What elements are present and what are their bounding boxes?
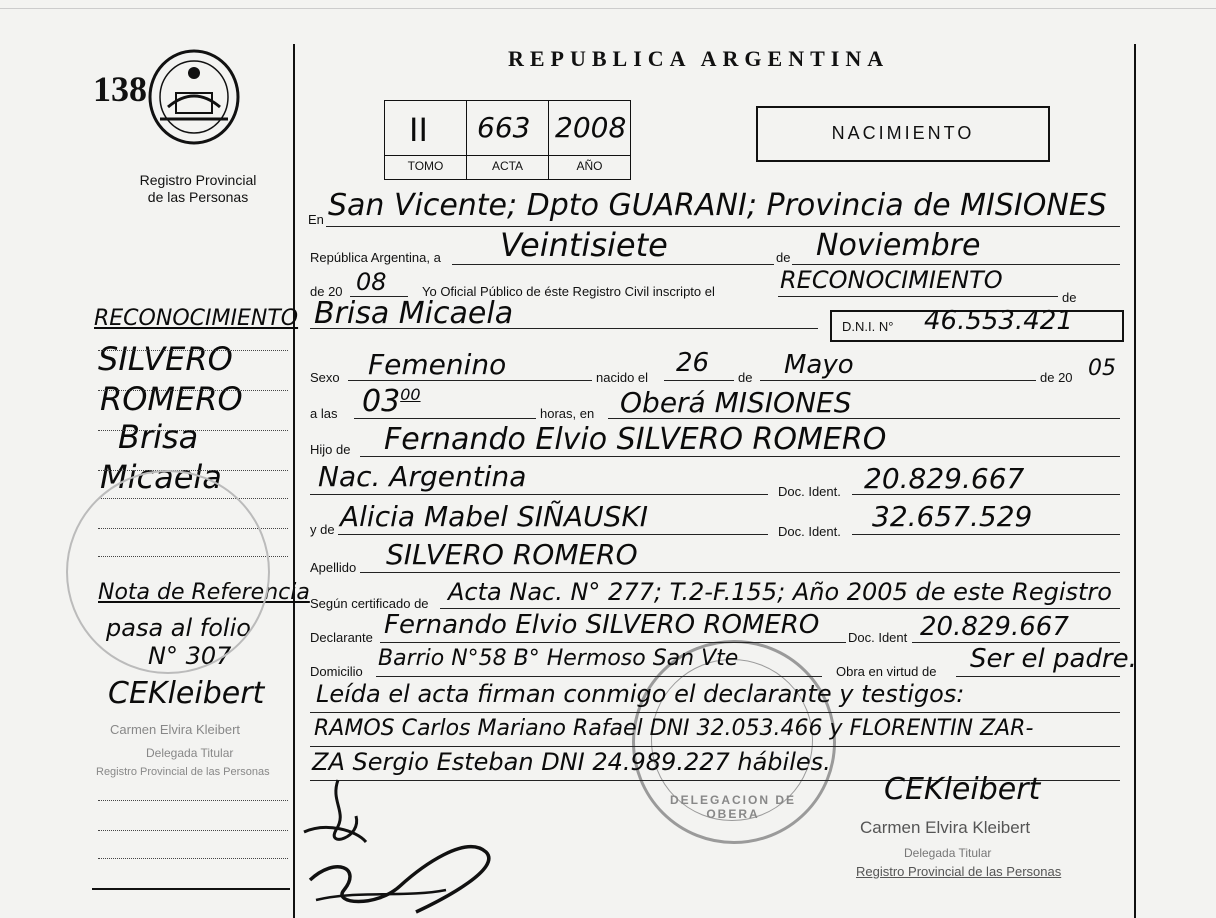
inscribed-value: RECONOCIMIENTO: [780, 266, 1003, 294]
year-suffix: 08: [356, 268, 387, 296]
acta-value: 663: [477, 111, 531, 144]
yde-label: y de: [310, 522, 335, 537]
record-box: [384, 100, 631, 180]
segun-rule: [440, 608, 1120, 609]
mother-doc: 32.657.529: [872, 500, 1033, 533]
declarante-doc-label: Doc. Ident: [848, 630, 908, 645]
domicilio-label: Domicilio: [310, 664, 363, 679]
dni-value: 46.553.421: [924, 306, 1073, 336]
inscribed-rule: [778, 296, 1058, 297]
margin-rule: [98, 470, 288, 471]
margin-ref2: pasa al folio: [106, 614, 251, 642]
witness2: RAMOS Carlos Mariano Rafael DNI 32.053.466 y FLORENTIN ZAR-: [314, 716, 1034, 741]
margin-line1: RECONOCIMIENTO: [94, 306, 299, 331]
de-label3: de: [738, 370, 753, 385]
margin-stamp-title: Delegada Titular: [146, 746, 234, 760]
republica-label: República Argentina, a: [310, 250, 441, 265]
hour-main: 03: [362, 384, 401, 419]
margin-rule: [98, 390, 288, 391]
mother-rule: [338, 534, 768, 535]
declarante-rule: [380, 642, 846, 643]
registry-line2: de las Personas: [147, 189, 249, 205]
alas-label: a las: [310, 406, 338, 421]
margin-line5: Micaela: [100, 458, 222, 496]
margin-rule: [98, 830, 288, 831]
apellido-rule: [360, 572, 1120, 573]
en-label: En: [308, 212, 324, 227]
margin-signature: CEKleibert: [108, 676, 265, 711]
anio-value: 2008: [555, 111, 627, 144]
margin-rule: [98, 350, 288, 351]
birth-year-suffix: 05: [1088, 356, 1116, 381]
witness-signatures-icon: [296, 772, 526, 918]
segun-label: Según certificado de: [310, 596, 429, 611]
left-seal: [66, 470, 270, 674]
month-rule: [792, 264, 1120, 265]
obra-rule: [956, 676, 1120, 677]
month-words: Noviembre: [816, 228, 981, 263]
sexo-value: Femenino: [368, 348, 507, 381]
en-rule: [326, 226, 1120, 227]
margin-stamp-office: Registro Provincial de las Personas: [96, 766, 270, 778]
birth-month: Mayo: [784, 350, 854, 380]
margin-ref3: N° 307: [148, 642, 232, 670]
hour-sup: 00: [400, 385, 421, 404]
margin-ref1: Nota de Referencia: [98, 580, 310, 605]
doc-type-label: NACIMIENTO: [831, 123, 975, 143]
officer-stamp-office: Registro Provincial de las Personas: [856, 864, 1062, 879]
de-label2: de: [1062, 290, 1077, 305]
margin-stamp-name: Carmen Elvira Kleibert: [110, 722, 241, 737]
nat-rule: [310, 494, 768, 495]
margin-line4: Brisa: [118, 418, 199, 456]
officer-text: Yo Oficial Público de éste Registro Civil inscripto el: [422, 284, 715, 299]
witness-rule1: [310, 712, 1120, 713]
declarante-label: Declarante: [310, 630, 373, 645]
birth-month-rule: [760, 380, 1036, 381]
officer-stamp-title: Delegada Titular: [904, 846, 992, 860]
hour-value: [362, 384, 421, 419]
officer-signature: CEKleibert: [884, 772, 1041, 807]
day-rule: [452, 264, 774, 265]
hijo-label: Hijo de: [310, 442, 351, 457]
birth-day-rule: [664, 380, 734, 381]
year-prefix: de 20: [310, 284, 343, 299]
top-margin-line: [0, 8, 1216, 9]
doc-ident-label2: Doc. Ident.: [778, 524, 841, 539]
registry-line1: Registro Provincial: [139, 172, 257, 188]
birth-place: Oberá MISIONES: [620, 386, 852, 419]
declarante-value: Fernando Elvio SILVERO ROMERO: [384, 610, 820, 640]
horas-label: horas, en: [540, 406, 595, 421]
mother-name: Alicia Mabel SIÑAUSKI: [340, 500, 648, 533]
child-name: Brisa Micaela: [314, 296, 514, 331]
day-words: Veintisiete: [500, 226, 668, 264]
anio-label: AÑO: [576, 159, 603, 173]
doc-type-box: [756, 106, 1050, 162]
seal-text: DELEGACION DE OBERA: [669, 793, 796, 821]
obra-value: Ser el padre.: [970, 644, 1137, 674]
tomo-value: II: [409, 111, 428, 149]
margin-rule: [98, 858, 288, 859]
doc-ident-label: Doc. Ident.: [778, 484, 841, 499]
witness1: Leída el acta firman conmigo el declarante y testigos:: [316, 680, 965, 708]
margin-line2: SILVERO: [98, 340, 233, 378]
birth-year-prefix: de 20: [1040, 370, 1073, 385]
en-value: San Vicente; Dpto GUARANI; Provincia de MISIONES: [328, 188, 1107, 223]
tomo-label: TOMO: [407, 159, 444, 173]
father-name: Fernando Elvio SILVERO ROMERO: [384, 422, 887, 457]
declarante-doc: 20.829.667: [920, 612, 1069, 642]
page-number: 138: [93, 69, 147, 109]
right-border: [1134, 44, 1136, 918]
country-title: REPUBLICA ARGENTINA: [508, 46, 890, 71]
father-doc: 20.829.667: [864, 462, 1025, 495]
nacido-label: nacido el: [596, 370, 649, 385]
segun-value: Acta Nac. N° 277; T.2-F.155; Año 2005 de este Registro: [448, 578, 1112, 606]
margin-rule: [98, 800, 288, 801]
domicilio-value: Barrio N°58 B° Hermoso San Vte: [378, 646, 739, 671]
margin-rule: [98, 430, 288, 431]
provincial-crest-icon: [146, 49, 242, 149]
mother-doc-rule: [852, 534, 1120, 535]
declarante-doc-rule: [912, 642, 1120, 643]
witness-rule2: [310, 746, 1120, 747]
dni-label: D.N.I. N°: [842, 319, 894, 334]
sexo-label: Sexo: [310, 370, 340, 385]
obra-label: Obra en virtud de: [836, 664, 937, 679]
father-nat: Nac. Argentina: [318, 460, 527, 493]
apellido-value: SILVERO ROMERO: [386, 538, 638, 571]
birth-day: 26: [676, 348, 710, 378]
domicilio-rule: [376, 676, 822, 677]
margin-line3: ROMERO: [100, 380, 243, 418]
apellido-label: Apellido: [310, 560, 357, 575]
officer-stamp-name: Carmen Elvira Kleibert: [860, 818, 1031, 837]
dni-box: [830, 306, 1124, 342]
de-label: de: [776, 250, 791, 265]
registry-name: [95, 172, 301, 206]
witness3: ZA Sergio Esteban DNI 24.989.227 hábiles.: [312, 748, 831, 776]
margin-bottom-rule: [92, 888, 290, 890]
acta-label: ACTA: [491, 159, 524, 173]
